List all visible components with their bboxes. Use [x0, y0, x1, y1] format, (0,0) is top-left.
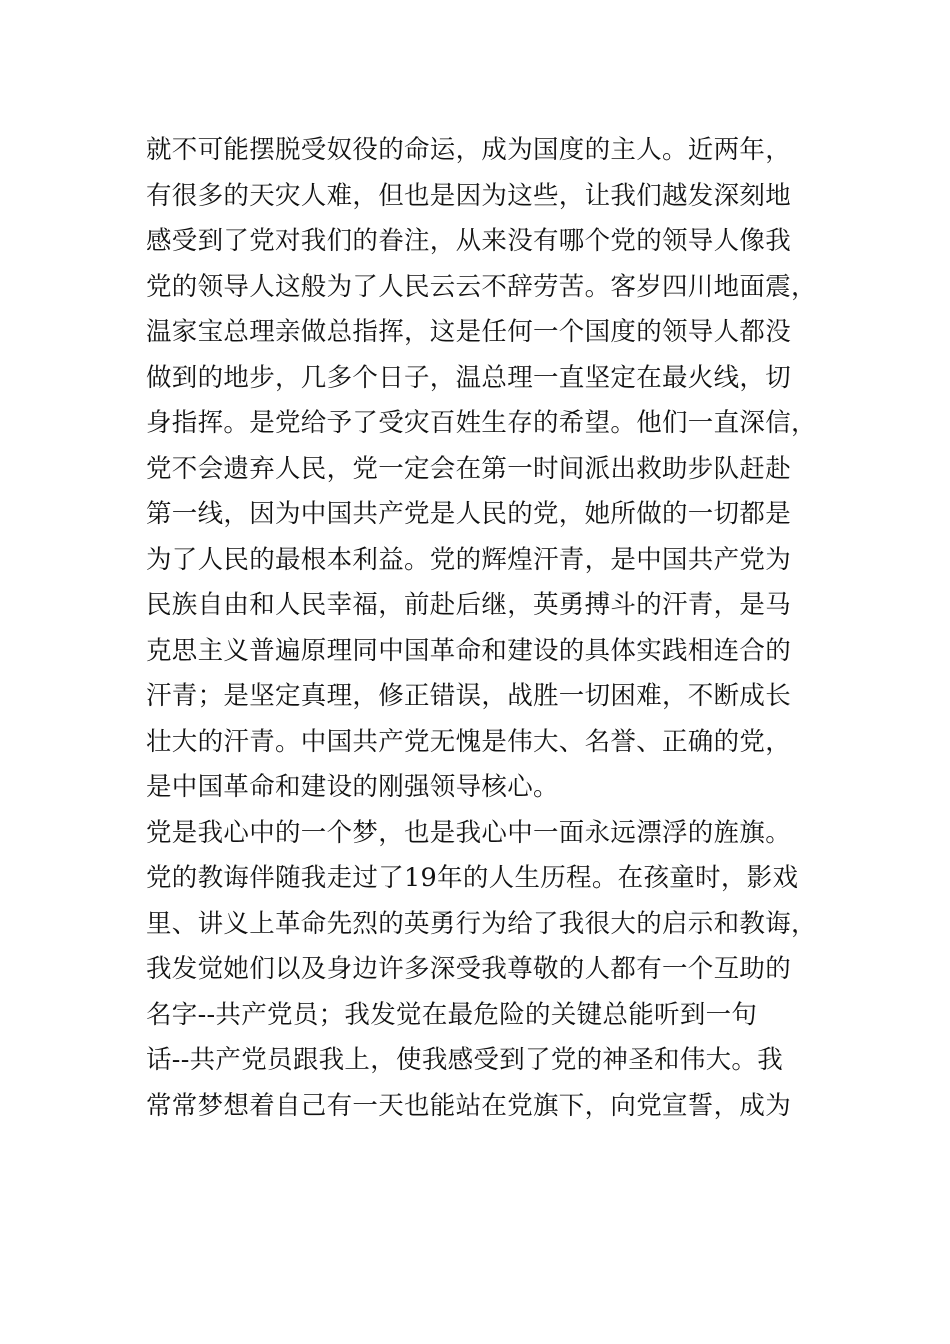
text-line: 党的教诲伴随我走过了19年的人生历程。在孩童时，影戏 — [146, 863, 799, 893]
text-line: 就不可能摆脱受奴役的命运，成为国度的主人。近两年， — [146, 135, 792, 165]
text-line: 做到的地步，几多个日子，温总理一直坚定在最火线，切 — [146, 362, 792, 393]
text-line: 为了人民的最根本利益。党的辉煌汗青，是中国共产党为 — [146, 544, 792, 575]
text-line: 话--共产党员跟我上，使我感受到了党的神圣和伟大。我 — [146, 1045, 784, 1075]
text-line: 党的领导人这般为了人民云云不辞劳苦。客岁四川地面震， — [146, 271, 817, 302]
text-line: 是中国革命和建设的刚强领导核心。 — [146, 772, 559, 802]
text-line: 身指挥。是党给予了受灾百姓生存的希望。他们一直深信， — [146, 408, 817, 438]
paragraph-2 — [146, 811, 817, 1130]
body-text — [146, 128, 817, 1129]
text-line: 感受到了党对我们的眷注，从来没有哪个党的领导人像我 — [146, 226, 792, 256]
text-line: 里、讲义上革命先烈的英勇行为给了我很大的启示和教诲， — [146, 908, 817, 939]
paragraph-1 — [146, 128, 817, 811]
text-line: 第一线，因为中国共产党是人民的党，她所做的一切都是 — [146, 499, 792, 529]
text-line: 名字--共产党员；我发觉在最危险的关键总能听到一句 — [146, 999, 758, 1030]
text-line: 克思主义普遍原理同中国革命和建设的具体实践相连合的 — [146, 635, 792, 666]
text-line: 汗青；是坚定真理，修正错误，战胜一切困难，不断成长 — [146, 681, 792, 711]
text-line: 民族自由和人民幸福，前赴后继，英勇搏斗的汗青，是马 — [146, 590, 792, 620]
text-line: 党不会遗弃人民，党一定会在第一时间派出救助步队赶赴 — [146, 453, 792, 484]
text-line: 党是我心中的一个梦，也是我心中一面永远漂浮的旌旗。 — [146, 817, 792, 848]
text-line: 我发觉她们以及身边许多深受我尊敬的人都有一个互助的 — [146, 954, 792, 984]
text-line: 有很多的天灾人难，但也是因为这些，让我们越发深刻地 — [146, 180, 792, 211]
text-line: 壮大的汗青。中国共产党无愧是伟大、名誉、正确的党， — [146, 726, 792, 757]
text-line: 常常梦想着自己有一天也能站在党旗下，向党宣誓，成为 — [146, 1090, 792, 1121]
text-line: 温家宝总理亲做总指挥，这是任何一个国度的领导人都没 — [146, 317, 792, 347]
